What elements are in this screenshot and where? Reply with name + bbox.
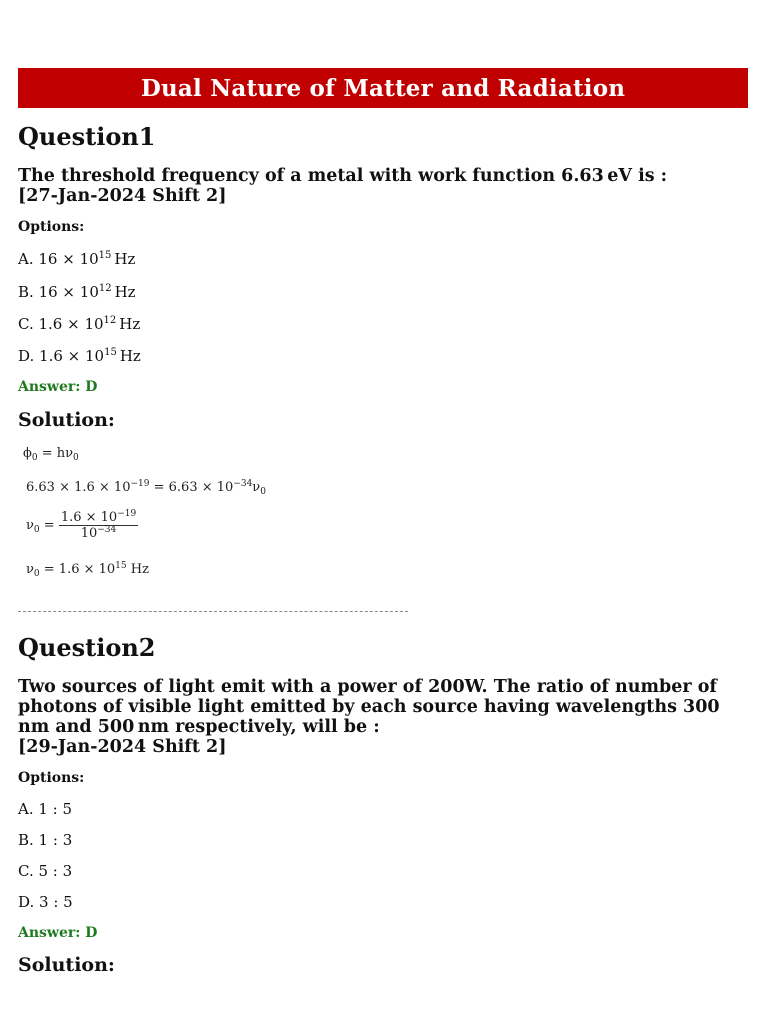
- question-1-title: Question1: [18, 122, 156, 151]
- question-1-answer: Answer: D: [18, 379, 98, 395]
- question-2-title: Question2: [18, 633, 156, 662]
- question-2-line-1: Two sources of light emit with a power of 200W. The ratio of number of: [18, 677, 717, 697]
- solution-1-equation-3: $\nu_0$ = $\frac{1.6 \times 10^{-19}}{10^{-34}}$: [26, 509, 137, 541]
- solution-1-equation-1: $\phi_0 = h\nu_0$: [23, 446, 79, 463]
- question-2-option-d: D. 3 : 5: [18, 893, 73, 911]
- question-2-options-label: Options:: [18, 770, 85, 786]
- chapter-title: Dual Nature of Matter and Radiation: [140, 74, 626, 102]
- question-2-line-3: nm and 500 nm respectively, will be :: [18, 717, 380, 737]
- chapter-title-banner: [18, 68, 748, 108]
- question-1-option-d: D. $1.6 \times 10^{15}$ Hz: [18, 347, 141, 365]
- question-1-options-label: Options:: [18, 219, 85, 235]
- question-1-text: [18, 166, 748, 206]
- solution-1-equation-4: $\nu_0 = 1.6 \times 10^{15}$ Hz: [26, 561, 149, 579]
- solution-1-equation-2: $6.63 \times 1.6 \times 10^{-19} = 6.63 \times 10^{-34}\nu_0$: [26, 479, 266, 497]
- question-2-answer: Answer: D: [18, 925, 98, 941]
- question-2-option-a: A. 1 : 5: [18, 800, 73, 818]
- question-1-tag: [27-Jan-2024 Shift 2]: [18, 186, 227, 206]
- question-1-option-c: C. $1.6 \times 10^{12}$ Hz: [18, 315, 141, 333]
- question-2-tag: [29-Jan-2024 Shift 2]: [18, 737, 227, 757]
- question-2-solution-label: Solution:: [18, 954, 115, 976]
- solution-1-fraction: $\frac{1.6 \times 10^{-19}}{10^{-34}}$: [60, 509, 137, 541]
- question-2-text: [18, 677, 748, 757]
- question-2-line-2: photons of visible light emitted by each source having wavelengths 300: [18, 697, 720, 717]
- question-divider: [18, 611, 408, 612]
- question-2-option-b: B. 1 : 3: [18, 831, 73, 849]
- question-1-statement: The threshold frequency of a metal with work function 6.63 eV is :: [18, 166, 668, 186]
- question-1-option-a: A. $16 \times 10^{15}$ Hz: [18, 250, 136, 268]
- question-1-solution-label: Solution:: [18, 409, 115, 431]
- question-1-option-b: B. $16 \times 10^{12}$ Hz: [18, 283, 136, 301]
- question-2-option-c: C. 5 : 3: [18, 862, 73, 880]
